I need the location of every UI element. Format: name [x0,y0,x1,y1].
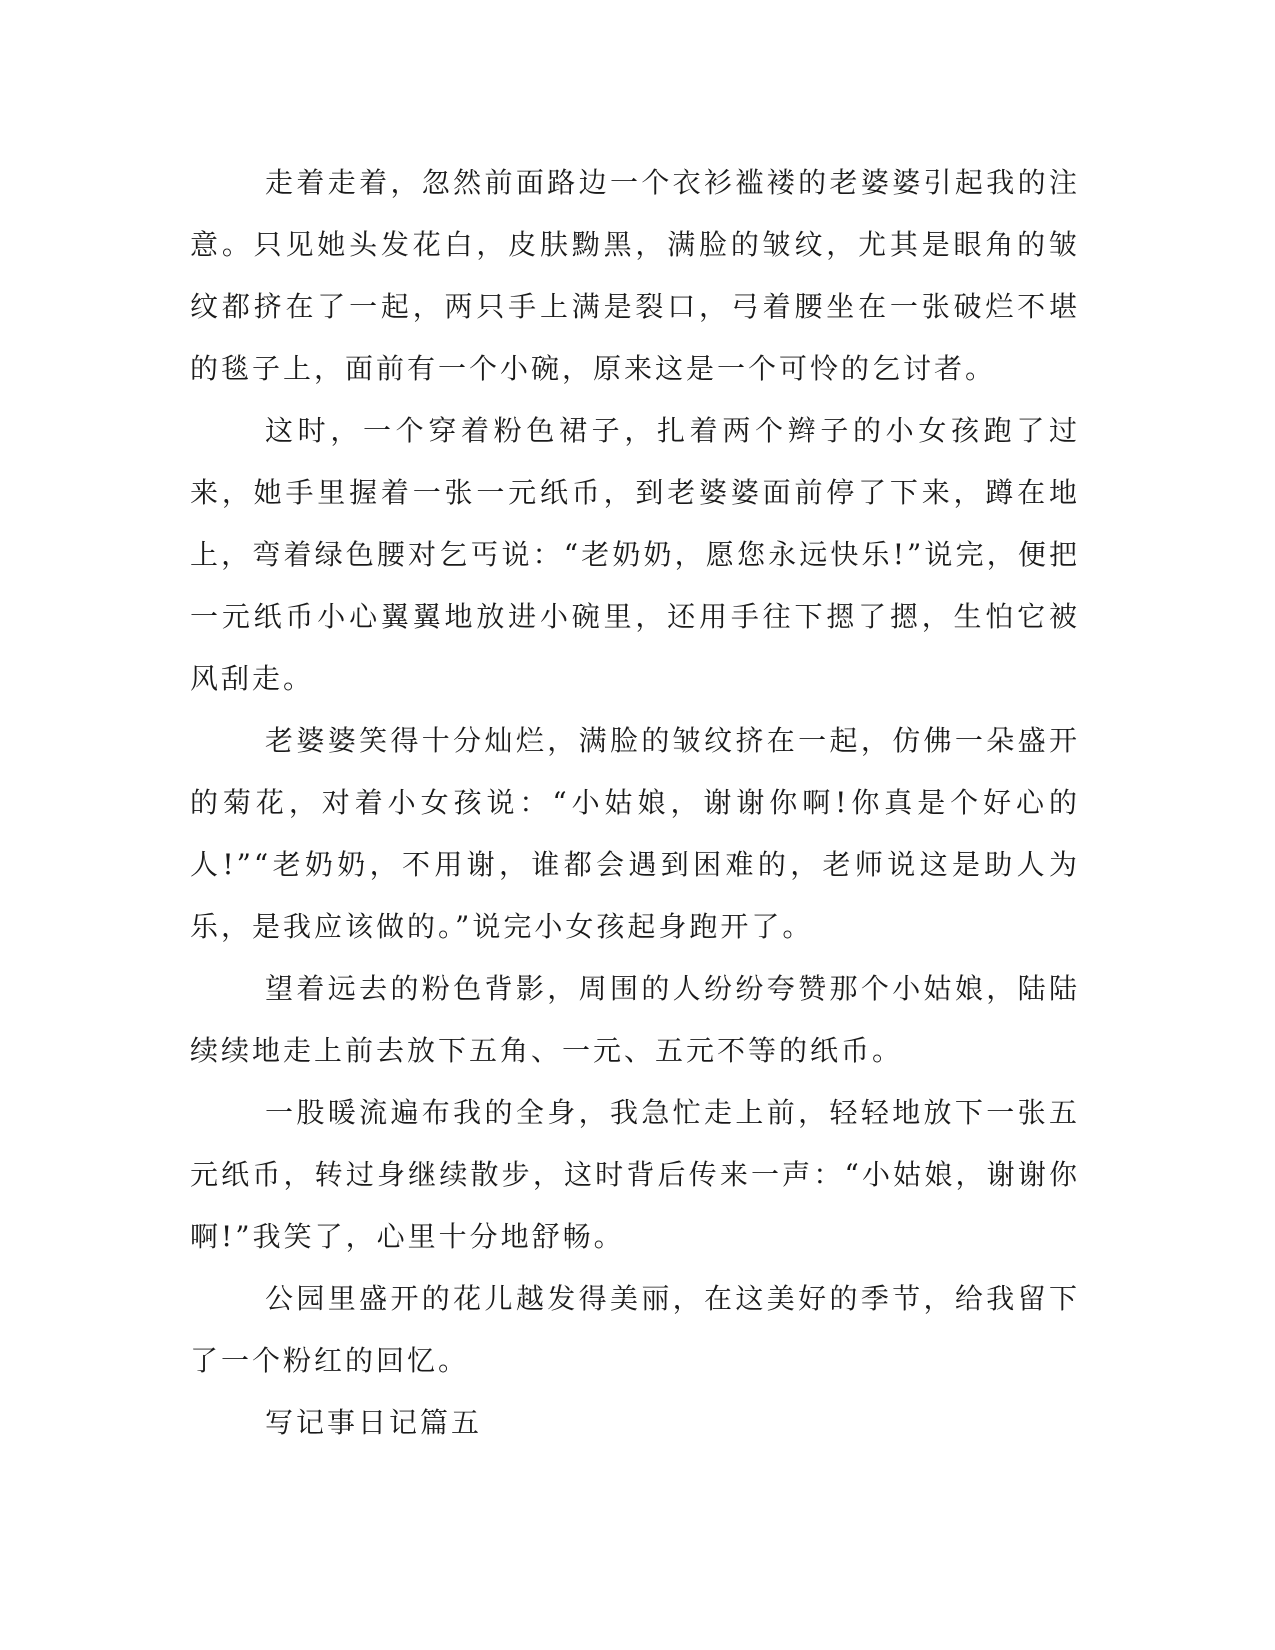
paragraph: 公园里盛开的花儿越发得美丽，在这美好的季节，给我留下了一个粉红的回忆。 [190,1282,1080,1377]
paragraph: 一股暖流遍布我的全身，我急忙走上前，轻轻地放下一张五元纸币，转过身继续散步，这时背后传来一声：“小姑娘，谢谢你啊!”我笑了，心里十分地舒畅。 [190,1096,1080,1253]
section-heading: 写记事日记篇五 [265,1406,483,1439]
document-body [190,152,1080,1454]
paragraph: 望着远去的粉色背影，周围的人纷纷夸赞那个小姑娘，陆陆续续地走上前去放下五角、一元、五元不等的纸币。 [190,972,1080,1067]
paragraph: 老婆婆笑得十分灿烂，满脸的皱纹挤在一起，仿佛一朵盛开的菊花，对着小女孩说：“小姑娘，谢谢你啊!你真是个好心的人!”“老奶奶，不用谢，谁都会遇到困难的，老师说这是助人为乐，是我应该做的。”说完小女孩起身跑开了。 [190,724,1080,943]
paragraph: 这时，一个穿着粉色裙子，扎着两个辫子的小女孩跑了过来，她手里握着一张一元纸币，到老婆婆面前停了下来，蹲在地上，弯着绿色腰对乞丐说：“老奶奶，愿您永远快乐!”说完，便把一元纸币小心翼翼地放进小碗里，还用手往下摁了摁，生怕它被风刮走。 [190,414,1080,695]
paragraph: 走着走着，忽然前面路边一个衣衫褴褛的老婆婆引起我的注意。只见她头发花白，皮肤黝黑，满脸的皱纹，尤其是眼角的皱纹都挤在了一起，两只手上满是裂口，弓着腰坐在一张破烂不堪的毯子上，面前有一个小碗，原来这是一个可怜的乞讨者。 [190,166,1080,385]
